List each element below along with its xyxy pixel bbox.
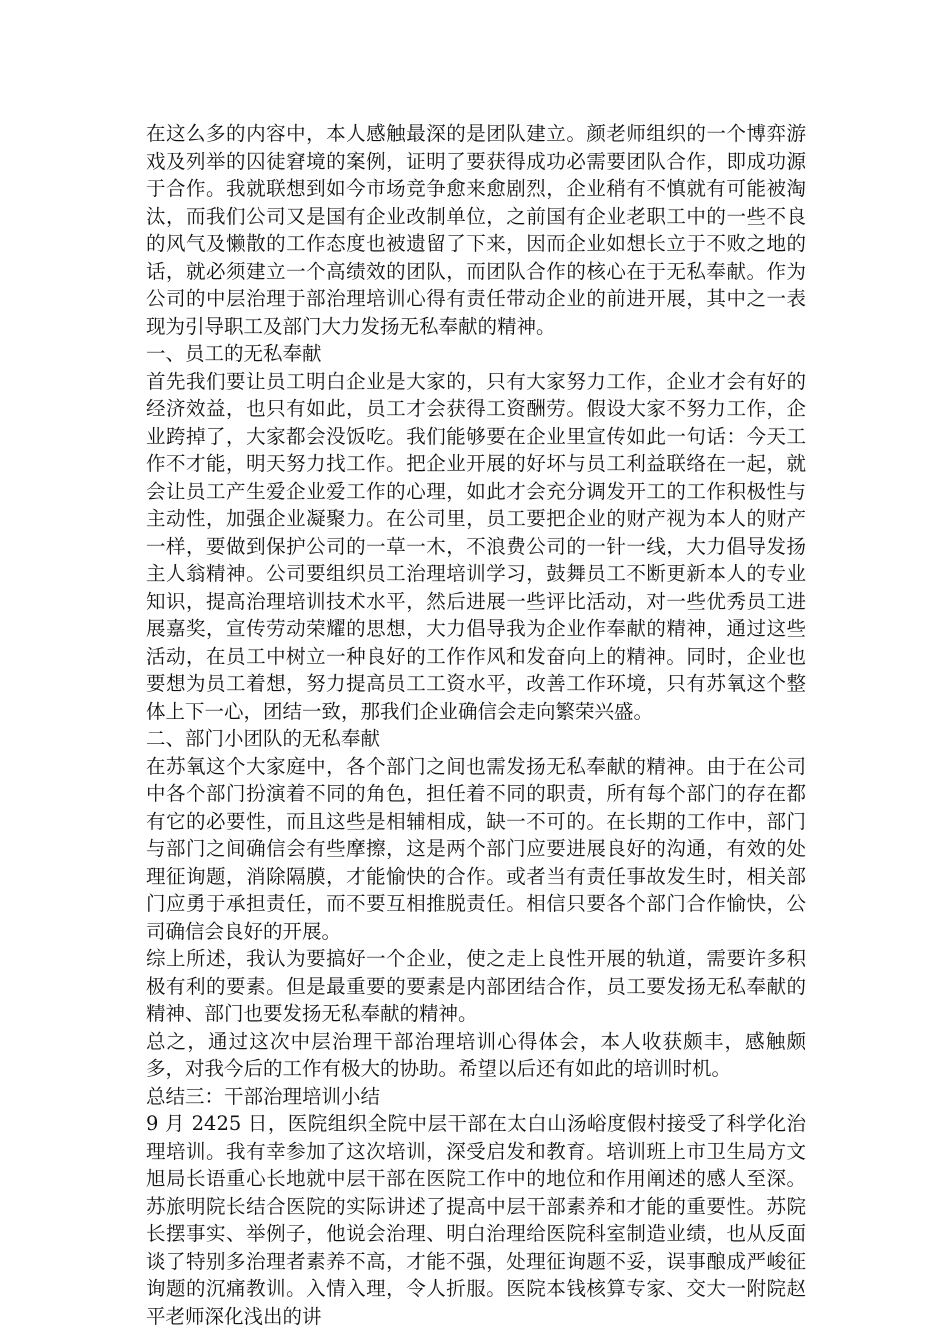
section-heading-employee: 一、员工的无私奉献 (146, 342, 322, 365)
paragraph-department: 在苏氧这个大家庭中，各个部门之间也需发扬无私奉献的精神。由于在公司中各个部门扮演着不同的角色，担任着不同的职责，所有每个部门的存在都有它的必要性，而且这些是相辅相成，缺一不可的。在长期的工作中，部门与部门之间确信会有些摩擦，这是两个部门应要进展良好的沟通，有效的处理征询题，消除隔膜，才能愉快的合作。或者当有责任事故发生时，相关部门应勇于承担责任，而不要互相推脱责任。相信只要各个部门合作愉快，公司确信会良好的开展。 (146, 754, 806, 943)
paragraph-conclusion: 总之，通过这次中层治理干部治理培训心得体会，本人收获颇丰，感触颇多，对我今后的工作有极大的协助。希望以后还有如此的培训时机。 (146, 1029, 806, 1080)
section-heading-summary-three: 总结三：干部治理培训小结 (146, 1084, 381, 1108)
document-body (146, 120, 806, 1330)
section-heading-department: 二、部门小团队的无私奉献 (146, 727, 381, 750)
paragraph-intro: 在这么多的内容中，本人感触最深的是团队建立。颜老师组织的一个博弈游戏及列举的囚徒窘境的案例，证明了要获得成功必需要团队合作，即成功源于合作。我就联想到如今市场竞争愈来愈剧烈，企业稍有不慎就有可能被淘汰，而我们公司又是国有企业改制单位，之前国有企业老职工中的一些不良的风气及懒散的工作态度也被遗留了下来，因而企业如想长立于不败之地的话，就必须建立一个高绩效的团队，而团队合作的核心在于无私奉献。作为公司的中层治理于部治理培训心得有责任带动企业的前进开展，其中之一表现为引导职工及部门大力发扬无私奉献的精神。 (146, 122, 806, 338)
paragraph-training: 9 月 2425 日，医院组织全院中层干部在太白山汤峪度假村接受了科学化治理培训。我有幸参加了这次培训，深受启发和教育。培训班上市卫生局方文旭局长语重心长地就中层干部在医院工作中的地位和作用阐述的感人至深。苏旅明院长结合医院的实际讲述了提高中层干部素养和才能的重要性。苏院长摆事实、举例子，他说会治理、明白治理给医院科室制造业绩，也从反面谈了特别多治理者素养不高，才能不强，处理征询题不妥，误事酿成严峻征询题的沉痛教训。入情入理，令人折服。医院本钱核算专家、交大一附院赵平老师深化浅出的讲 (146, 1112, 806, 1328)
paragraph-summary: 综上所述，我认为要搞好一个企业，使之走上良性开展的轨道，需要许多积极有利的要素。但是最重要的要素是内部团结合作，员工要发扬无私奉献的精神、部门也要发扬无私奉献的精神。 (146, 947, 806, 1025)
paragraph-employee: 首先我们要让员工明白企业是大家的，只有大家努力工作，企业才会有好的经济效益，也只有如此，员工才会获得工资酬劳。假设大家不努力工作，企业跨掉了，大家都会没饭吃。我们能够要在企业里宣传如此一句话：今天工作不才能，明天努力找工作。把企业开展的好坏与员工利益联络在一起，就会让员工产生爱企业爱工作的心理，如此才会充分调发开工的工作积极性与主动性，加强企业凝聚力。在公司里，员工要把企业的财产视为本人的财产一样，要做到保护公司的一草一木，不浪费公司的一针一线，大力倡导发扬主人翁精神。公司要组织员工治理培训学习，鼓舞员工不断更新本人的专业知识，提高治理培训技术水平，然后进展一些评比活动，对一些优秀员工进展嘉奖，宣传劳动荣耀的思想，大力倡导我为企业作奉献的精神，通过这些活动，在员工中树立一种良好的工作作风和发奋向上的精神。同时，企业也要想为员工着想，努力提高员工工资水平，改善工作环境，只有苏氧这个整体上下一心，团结一致，那我们企业确信会走向繁荣兴盛。 (146, 369, 806, 723)
